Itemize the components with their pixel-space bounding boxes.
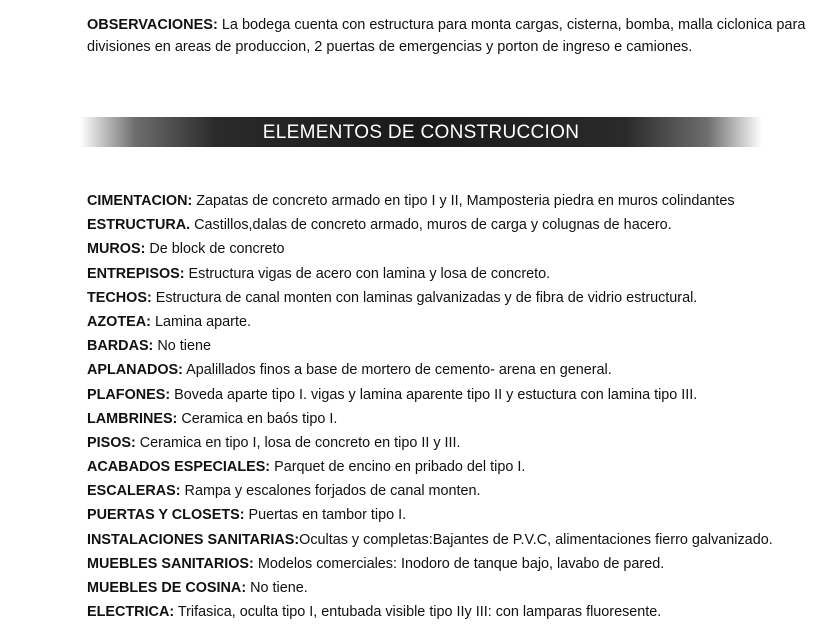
item-label: APLANADOS: <box>87 362 183 379</box>
list-item-lambrines <box>87 407 837 431</box>
item-text: Estructura vigas de acero con lamina y losa de concreto. <box>184 265 551 282</box>
item-text: Modelos comerciales: Inodoro de tanque bajo, lavabo de pared. <box>253 555 665 572</box>
item-text: Castillos,dalas de concreto armado, muros de carga y colugnas de hacero. <box>190 217 672 234</box>
item-label: TECHOS: <box>87 289 152 306</box>
list-item-muebles-sanitarios <box>87 552 837 576</box>
item-label: PLAFONES: <box>87 386 171 403</box>
item-text: Puertas en tambor tipo I. <box>244 507 407 524</box>
list-item-muros <box>87 237 837 261</box>
item-text: No tiene <box>153 338 211 355</box>
item-label: INSTALACIONES SANITARIAS: <box>87 531 300 548</box>
construction-elements-list <box>87 189 837 624</box>
list-item-escaleras <box>87 479 837 503</box>
item-label: ESTRUCTURA. <box>87 217 191 234</box>
item-text: Parquet de encino en pribado del tipo I. <box>270 459 526 476</box>
item-text: Trifasica, oculta tipo I, entubada visible tipo IIy III: con lamparas fluoresente. <box>174 604 662 621</box>
item-label: MUROS: <box>87 241 146 258</box>
item-text: Lamina aparte. <box>150 313 251 330</box>
item-text: Boveda aparte tipo I. vigas y lamina aparente tipo II y estuctura con lamina tipo III. <box>170 386 698 403</box>
list-item-techos <box>87 286 837 310</box>
item-text: Ceramica en tipo I, losa de concreto en tipo II y III. <box>135 434 461 451</box>
item-label: ESCALERAS: <box>87 483 181 500</box>
item-label: BARDAS: <box>87 338 154 355</box>
observaciones-label: OBSERVACIONES: <box>87 17 218 33</box>
item-label: MUEBLES SANITARIOS: <box>87 555 254 572</box>
observaciones-paragraph <box>87 14 807 58</box>
item-text: Rampa y escalones forjados de canal monten. <box>180 483 481 500</box>
list-item-puertas-y-closets <box>87 503 837 527</box>
item-label: ELECTRICA: <box>87 604 175 621</box>
item-text: Apalillados finos a base de mortero de cemento- arena en general. <box>182 362 612 379</box>
list-item-bardas <box>87 334 837 358</box>
list-item-cimentacion <box>87 189 837 213</box>
section-banner <box>80 117 762 147</box>
list-item-electrica <box>87 600 837 624</box>
item-label: ENTREPISOS: <box>87 265 185 282</box>
list-item-instalaciones-sanitarias <box>87 528 837 552</box>
item-text: Ceramica en baós tipo I. <box>177 410 338 427</box>
item-text: No tiene. <box>246 580 308 596</box>
list-item-plafones <box>87 383 837 407</box>
list-item-acabados-especiales <box>87 455 837 479</box>
item-text: Estructura de canal monten con laminas galvanizadas y de fibra de vidrio estructural. <box>151 289 698 306</box>
list-item-entrepisos <box>87 262 837 286</box>
item-label: ACABADOS ESPECIALES: <box>87 459 271 476</box>
list-item-aplanados <box>87 358 837 382</box>
item-label: PISOS: <box>87 434 136 451</box>
item-label: PUERTAS Y CLOSETS: <box>87 507 245 524</box>
item-label: CIMENTACION: <box>87 193 193 209</box>
list-item-muebles-de-cosina <box>87 576 837 600</box>
item-label: LAMBRINES: <box>87 410 178 427</box>
item-label: MUEBLES DE COSINA: <box>87 580 247 596</box>
section-title: ELEMENTOS DE CONSTRUCCION <box>262 122 580 143</box>
item-label: AZOTEA: <box>87 313 151 330</box>
observaciones-text: La bodega cuenta con estructura para monta cargas, cisterna, bomba, malla ciclonica para divisiones en areas de produccion, 2 puertas de emergencias y porton de ingreso e camiones. <box>87 17 806 55</box>
list-item-pisos <box>87 431 837 455</box>
item-text: Zapatas de concreto armado en tipo I y II, Mamposteria piedra en muros colindantes <box>192 193 735 209</box>
list-item-azotea <box>87 310 837 334</box>
list-item-estructura <box>87 213 837 237</box>
item-text: De block de concreto <box>145 241 285 258</box>
item-text: Ocultas y completas:Bajantes de P.V.C, alimentaciones fierro galvanizado. <box>299 531 773 548</box>
